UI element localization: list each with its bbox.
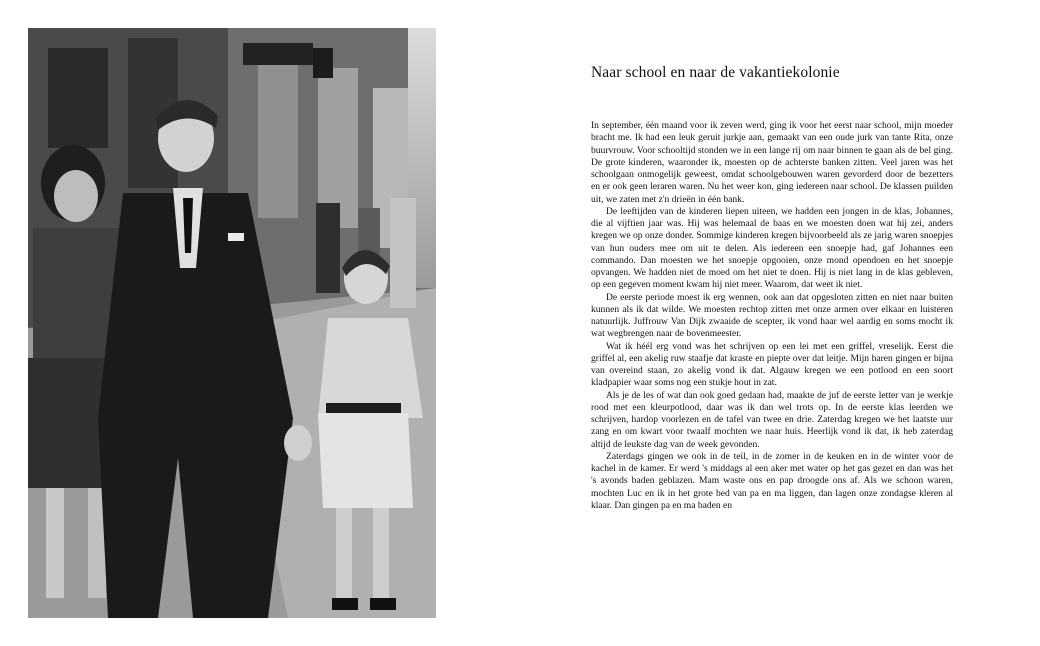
- paragraph: Zaterdags gingen we ook in de teil, in de zomer in de keuken en in de winter voor de kachel in de kamer. Er werd 's middags al een aker met water op het gas gezet en dan was het 's avonds baden geblazen. Mam waste ons en pap droogde ons af. Als we schoon waren, mochten Luc en ik in het grote bed van pa en ma liggen, dan lagen onze zondagse kleren al klaar. Dan gingen pa en ma baden en: [591, 450, 953, 511]
- paragraph: Wat ik héél erg vond was het schrijven op een lei met een griffel, vreselijk. Eerst die griffel al, een akelig ruw staafje dat kraste en piepte over dat leitje. Mijn haren gingen er bijna van overeind staan, zo akelig vond ik dat. Algauw kregen we een potlood en een soort kladpapier waar soms nog een stukje hout in zat.: [591, 340, 953, 389]
- body-text: [591, 120, 953, 512]
- paragraph: De leeftijden van de kinderen liepen uiteen, we hadden een jongen in de klas, Johannes, die al vijftien jaar was. Hij was helemaal de baas en we moesten doen wat hij zei, anders kregen we op onze donder. Sommige kinderen kregen bijvoorbeeld als ze jarig waren snoepjes van hun ouders mee om uit te delen. Als iedereen een snoepje had, gaf Johannes een commando. Dan moesten we het snoepje opgooien, onze mond opendoen en het snoepje opvangen. We hadden niet de moed om het niet te doen. Hij is niet lang in de klas gebleven, op een gegeven moment kwam hij niet meer. Waarom, dat weet ik niet.: [591, 205, 953, 291]
- paragraph: In september, één maand voor ik zeven werd, ging ik voor het eerst naar school, mijn moeder bracht me. Ik had een leuk geruit jurkje aan, gemaakt van een oude jurk van tante Rita, onze buurvrouw. Voor schooltijd stonden we in een lange rij om naar binnen te gaan als de bel ging. De grote kinderen, waaronder ik, moesten op de achterste banken zitten. Veel jaren was het schoolgaan onmogelijk geweest, omdat schoolgebouwen waren gevorderd door de bezetters en er ook geen leraren waren. Nu het weer kon, ging iedereen naar school. De klassen puilden uit, we zaten met z'n drieën in één bank.: [591, 120, 953, 205]
- chapter-title: Naar school en naar de vakantiekolonie: [591, 64, 840, 81]
- black-and-white-photograph: [28, 28, 436, 618]
- photo-illustration: [28, 28, 436, 618]
- paragraph: Als je de les of wat dan ook goed gedaan had, maakte de juf de eerste letter van je werkje rood met een kleurpotlood, daar was ik dan wel trots op. In de eerste klas leerden we schrijven, hardop voorlezen en de tafel van twee en drie. Zaterdag kregen we het laatste uur zang en om kwart voor twaalf mochten we naar huis. Heerlijk vond ik dat, ik heb zaterdag altijd de leukste dag van de week gevonden.: [591, 389, 953, 450]
- paragraph: De eerste periode moest ik erg wennen, ook aan dat opgesloten zitten en niet naar buiten kunnen als ik dat wilde. We moesten rechtop zitten met onze armen over elkaar en luisteren natuurlijk. Juffrouw Van Dijk zwaaide de scepter, ik vond haar wel aardig en soms mocht ik wat wegbrengen naar de bovenmeester.: [591, 291, 953, 340]
- text-page: [591, 64, 953, 512]
